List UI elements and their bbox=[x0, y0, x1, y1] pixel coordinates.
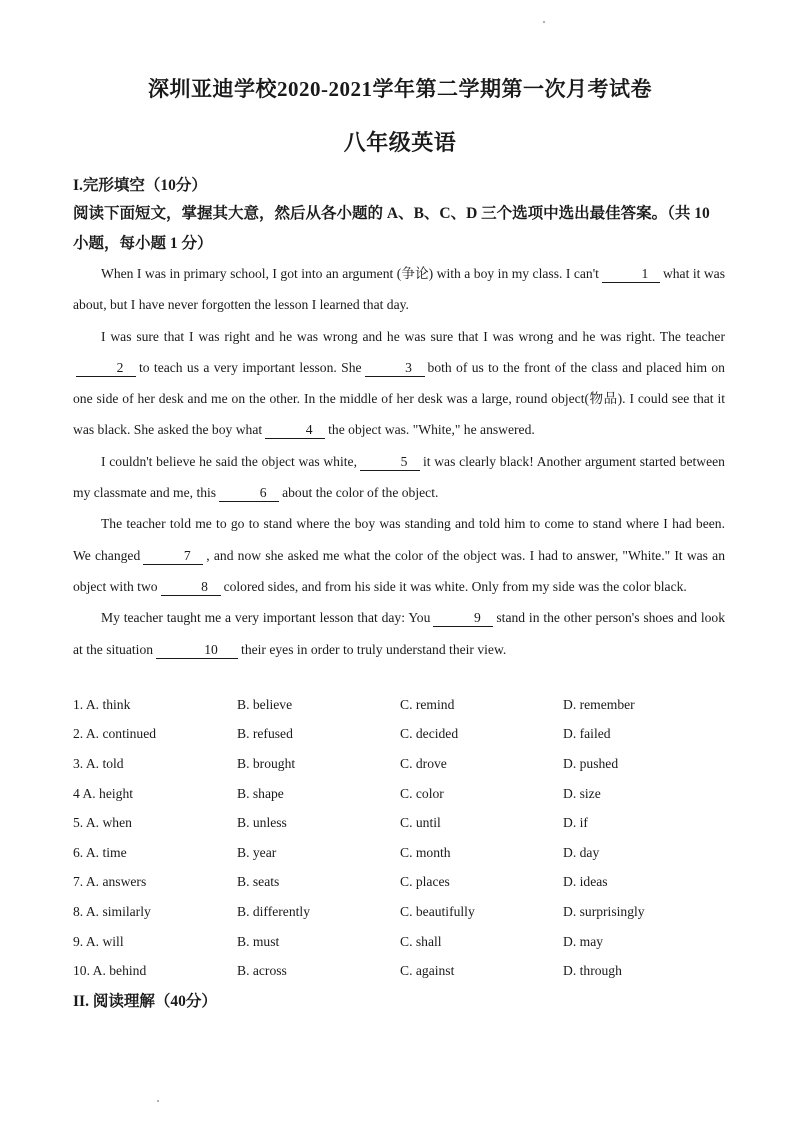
option-c: C. shall bbox=[400, 933, 442, 949]
text: stand in the other person's shoes and look at the situation bbox=[73, 610, 725, 657]
section-1-instructions: 阅读下面短文，掌握其大意，然后从各小题的 A、B、C、D 三个选项中选出最佳答案。（共 10 小题，每小题 1 分） bbox=[73, 205, 710, 252]
option-c: C. until bbox=[400, 815, 441, 831]
options-row bbox=[73, 868, 733, 898]
scan-speck bbox=[157, 1100, 159, 1102]
options-row bbox=[73, 779, 733, 809]
option-d: D. surprisingly bbox=[563, 903, 645, 919]
option-d: D. pushed bbox=[563, 755, 619, 771]
option-b: B. unless bbox=[237, 815, 287, 831]
paragraph-4 bbox=[73, 508, 725, 602]
option-d: D. day bbox=[563, 844, 600, 860]
blank-4: 4 bbox=[265, 422, 325, 439]
paragraph-5 bbox=[73, 602, 725, 665]
option-a: 1. A. think bbox=[73, 696, 131, 712]
option-c: C. beautifully bbox=[400, 903, 475, 919]
text: My teacher taught me a very important lesson that day: You bbox=[101, 610, 431, 626]
option-b: B. brought bbox=[237, 755, 296, 771]
option-a: 7. A. answers bbox=[73, 874, 147, 890]
paragraph-1 bbox=[73, 258, 725, 321]
blank-6: 6 bbox=[219, 485, 279, 502]
option-c: C. against bbox=[400, 963, 455, 979]
text: I was sure that I was right and he was wrong and he was sure that I was wrong and he was right. The teacher bbox=[101, 328, 725, 344]
paragraph-3 bbox=[73, 446, 725, 509]
option-c: C. month bbox=[400, 844, 451, 860]
options-row bbox=[73, 897, 733, 927]
exam-title: 深圳亚迪学校2020-2021学年第二学期第一次月考试卷 bbox=[148, 77, 652, 101]
option-b: B. seats bbox=[237, 874, 280, 890]
option-b: B. shape bbox=[237, 785, 284, 801]
section-1-heading: I.完形填空（10分） bbox=[73, 177, 207, 194]
text: colored sides, and from his side it was white. Only from my side was the color black. bbox=[223, 578, 687, 594]
options-row bbox=[73, 690, 733, 720]
option-b: B. year bbox=[237, 844, 277, 860]
blank-8: 8 bbox=[161, 579, 221, 596]
paragraph-2 bbox=[73, 321, 725, 446]
option-d: D. through bbox=[563, 963, 622, 979]
option-d: D. size bbox=[563, 785, 601, 801]
option-c: C. places bbox=[400, 874, 450, 890]
option-c: C. remind bbox=[400, 696, 455, 712]
option-a: 9. A. will bbox=[73, 933, 124, 949]
options-row bbox=[73, 808, 733, 838]
option-b: B. differently bbox=[237, 903, 310, 919]
blank-9: 9 bbox=[433, 610, 493, 627]
cloze-passage bbox=[73, 258, 725, 665]
text: what it was about, but I have never forgotten the lesson I learned that day. bbox=[73, 266, 725, 313]
text: about the color of the object. bbox=[282, 485, 439, 501]
scan-speck bbox=[543, 21, 545, 23]
option-b: B. must bbox=[237, 933, 280, 949]
blank-2: 2 bbox=[76, 360, 136, 377]
option-b: B. refused bbox=[237, 726, 293, 742]
text: the object was. "White," he answered. bbox=[328, 422, 535, 438]
option-c: C. decided bbox=[400, 726, 459, 742]
option-c: C. drove bbox=[400, 755, 447, 771]
option-d: D. ideas bbox=[563, 874, 608, 890]
blank-1: 1 bbox=[602, 266, 660, 283]
text: both of us to the front of the class and placed him on one side of her desk and me on the other. In the middle of her desk was a large, round object(物品). I could see that it was black. She asked the boy what bbox=[73, 359, 725, 438]
option-c: C. color bbox=[400, 785, 444, 801]
text: The teacher told me to go to stand where the boy was standing and told him to come to stand where I had been. We changed bbox=[73, 516, 725, 563]
exam-subtitle: 八年级英语 bbox=[343, 130, 457, 155]
option-b: B. believe bbox=[237, 696, 293, 712]
option-a: 3. A. told bbox=[73, 755, 124, 771]
option-a: 5. A. when bbox=[73, 815, 132, 831]
options-row bbox=[73, 956, 733, 986]
option-a: 2. A. continued bbox=[73, 726, 157, 742]
option-a: 8. A. similarly bbox=[73, 903, 151, 919]
options-row bbox=[73, 749, 733, 779]
text: When I was in primary school, I got into an argument (争论) with a boy in my class. I can't bbox=[101, 266, 599, 281]
options-row bbox=[73, 927, 733, 957]
options-row bbox=[73, 838, 733, 868]
blank-5: 5 bbox=[360, 454, 420, 471]
option-a: 4 A. height bbox=[73, 785, 134, 801]
blank-10: 10 bbox=[156, 642, 238, 659]
option-d: D. failed bbox=[563, 726, 611, 742]
section-2-heading: II. 阅读理解（40分） bbox=[73, 993, 217, 1010]
options-row bbox=[73, 720, 733, 750]
option-a: 10. A. behind bbox=[73, 963, 147, 979]
option-d: D. remember bbox=[563, 696, 635, 712]
text: , and now she asked me what the color of the object was. I had to answer, "White." It was an object with two bbox=[73, 547, 725, 594]
option-d: D. may bbox=[563, 933, 604, 949]
text: I couldn't believe he said the object was white, bbox=[101, 453, 357, 469]
text: it was clearly black! Another argument started between my classmate and me, this bbox=[73, 453, 725, 501]
option-b: B. across bbox=[237, 963, 287, 979]
blank-7: 7 bbox=[143, 548, 203, 565]
answer-options bbox=[73, 690, 733, 986]
option-d: D. if bbox=[563, 815, 588, 831]
blank-3: 3 bbox=[365, 360, 425, 377]
option-a: 6. A. time bbox=[73, 844, 127, 860]
text: their eyes in order to truly understand their view. bbox=[241, 641, 507, 657]
text: to teach us a very important lesson. She bbox=[139, 359, 362, 375]
